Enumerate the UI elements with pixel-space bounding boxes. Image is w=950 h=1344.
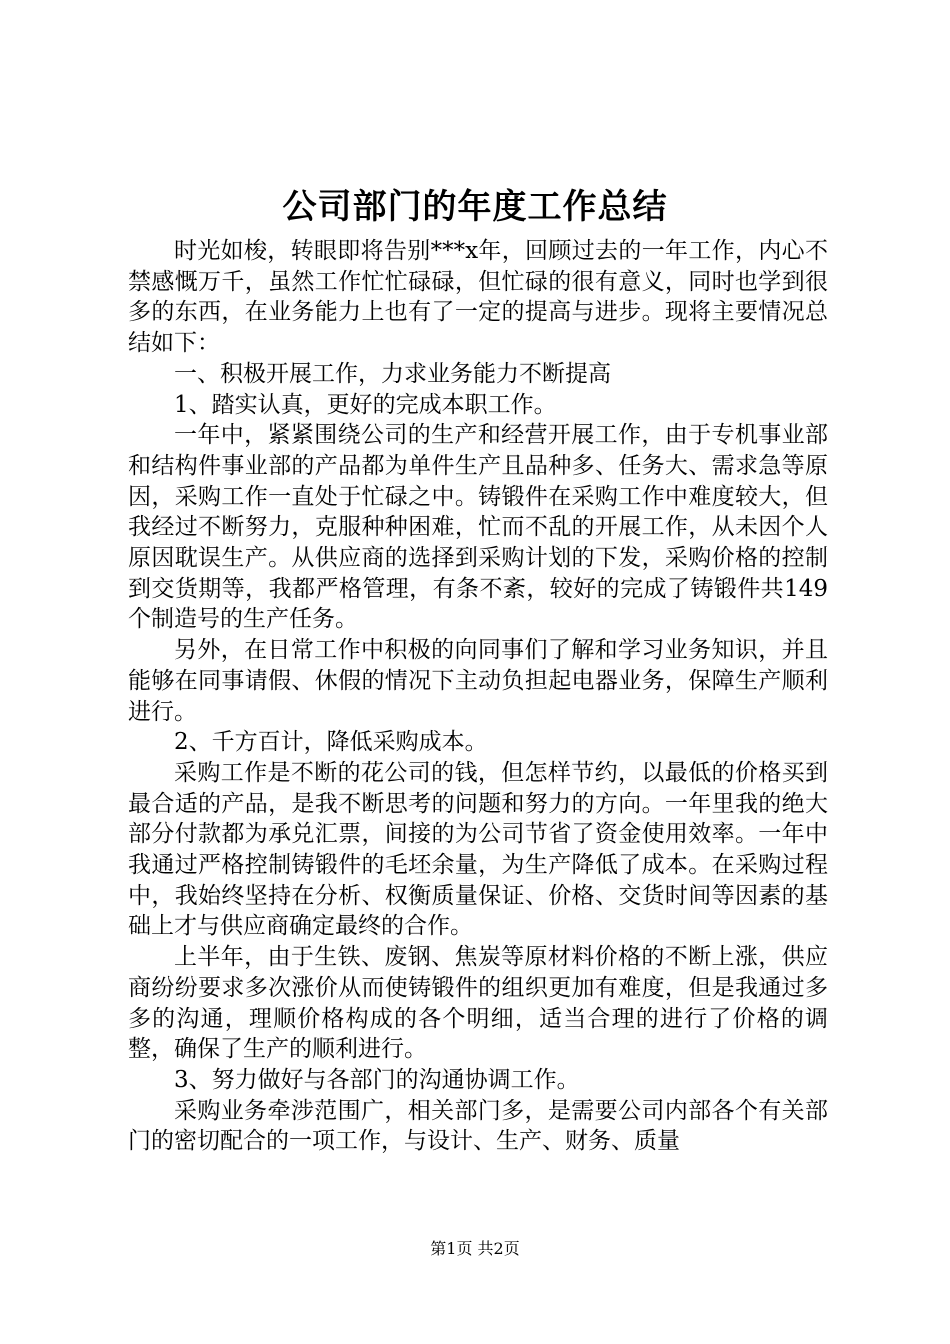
- subheading-2: 2、千方百计，降低采购成本。: [174, 729, 488, 756]
- subheading-1: 1、踏实认真，更好的完成本职工作。: [174, 391, 557, 418]
- page-footer: 第1页 共2页: [430, 1239, 520, 1258]
- paragraph-coordination: 采购业务牵涉范围广，相关部门多，是需要公司内部各个有关部门的密切配合的一项工作，与设计、生产、财务、质量: [128, 1097, 828, 1155]
- document-body: [128, 236, 828, 1157]
- paragraph-work: 一年中，紧紧围绕公司的生产和经营开展工作，由于专机事业部和结构件事业部的产品都为单件生产且品种多、任务大、需求急等原因，采购工作一直处于忙碌之中。铸锻件在采购工作中难度较大，但我经过不断努力，克服种种困难，忙而不乱的开展工作，从未因个人原因耽误生产。从供应商的选择到采购计划的下发，采购价格的控制到交货期等，我都严格管理，有条不紊，较好的完成了铸锻件共149个制造号的生产任务。: [128, 422, 828, 633]
- paragraph-price: 上半年，由于生铁、废钢、焦炭等原材料价格的不断上涨，供应商纷纷要求多次涨价从而使铸锻件的组织更加有难度，但是我通过多多的沟通，理顺价格构成的各个明细，适当合理的进行了价格的调整，确保了生产的顺利进行。: [128, 944, 828, 1063]
- paragraph-intro: 时光如梭，转眼即将告别***x年，回顾过去的一年工作，内心不禁感慨万千，虽然工作忙忙碌碌，但忙碌的很有意义，同时也学到很多的东西，在业务能力上也有了一定的提高与进步。现将主要情况总结如下：: [128, 238, 828, 357]
- subheading-3: 3、努力做好与各部门的沟通协调工作。: [174, 1066, 580, 1093]
- section-heading-1: 一、积极开展工作，力求业务能力不断提高: [174, 360, 611, 387]
- paragraph-additional: 另外，在日常工作中积极的向同事们了解和学习业务知识，并且能够在同事请假、休假的情况下主动负担起电器业务，保障生产顺利进行。: [128, 637, 828, 725]
- document-title: 公司部门的年度工作总结: [282, 187, 668, 227]
- paragraph-cost: 采购工作是不断的花公司的钱，但怎样节约，以最低的价格买到最合适的产品，是我不断思考的问题和努力的方向。一年里我的绝大部分付款都为承兑汇票，间接的为公司节省了资金使用效率。一年中我通过严格控制铸锻件的毛坯余量，为生产降低了成本。在采购过程中，我始终坚持在分析、权衡质量保证、价格、交货时间等因素的基础上才与供应商确定最终的合作。: [128, 759, 828, 940]
